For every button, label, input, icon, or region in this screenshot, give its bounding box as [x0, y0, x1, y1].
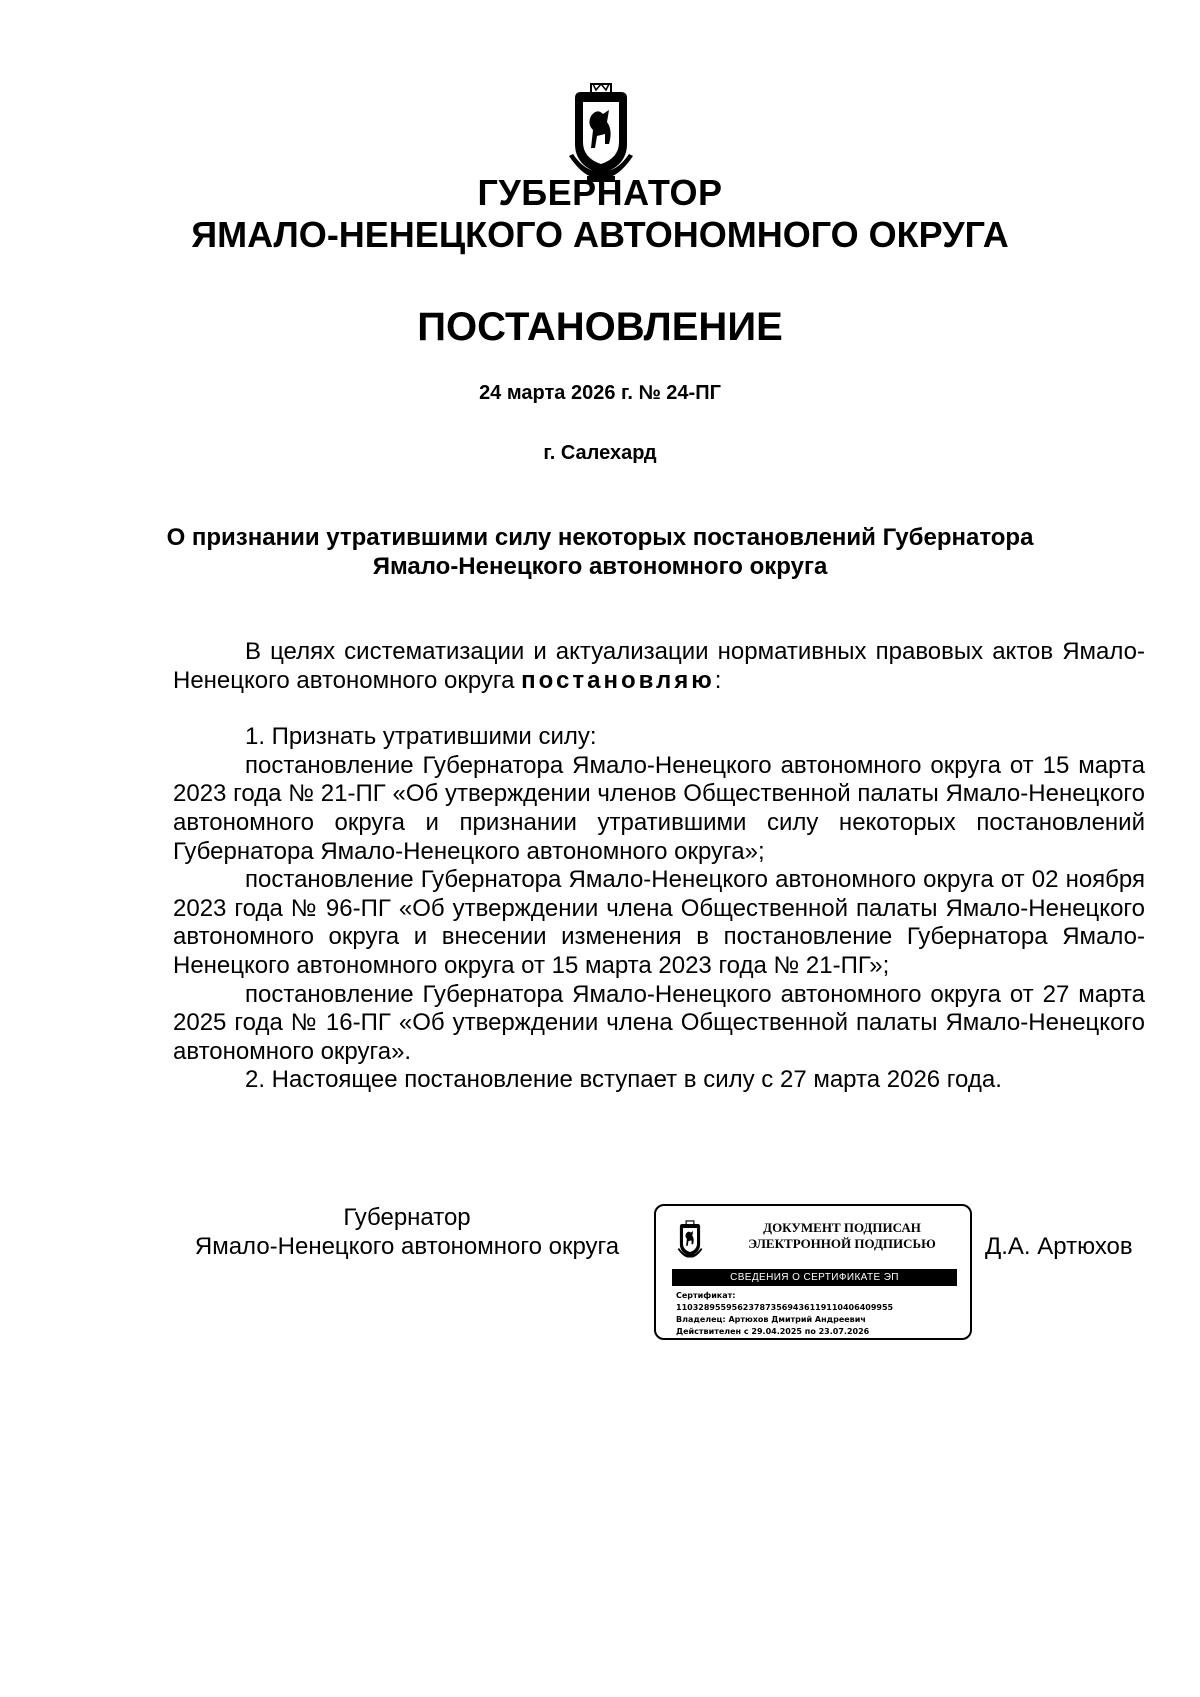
preamble-end: :: [714, 666, 722, 694]
stamp-cert-label: Сертификат:: [676, 1291, 736, 1300]
signatory-position-line1: Губернатор: [343, 1204, 471, 1231]
signatory-name: Д.А. Артюхов: [985, 1233, 1133, 1260]
authority-title-line1: ГУБЕРНАТОР: [477, 172, 723, 213]
stamp-cert-number: 110328955956237873569436119110406409955: [676, 1303, 894, 1312]
signatory-position-line2: Ямало-Ненецкого автономного округа: [194, 1233, 620, 1260]
document-city: г. Салехард: [543, 442, 657, 464]
stamp-certificate-info: [676, 1290, 966, 1338]
authority-title-line2: ЯМАЛО-НЕНЕЦКОГО АВТОНОМНОГО ОКРУГА: [191, 214, 1009, 255]
stamp-emblem-icon: [676, 1220, 704, 1260]
document-date-number: 24 марта 2026 г. № 24-ПГ: [479, 382, 721, 404]
item2-paragraph: 2. Настоящее постановление вступает в силу с 27 марта 2026 года.: [245, 1066, 1002, 1094]
item1-a-paragraph: постановление Губернатора Ямало-Ненецкого автономного округа от 15 марта 2023 года № 21-ПГ «Об утверждении членов Общественной палаты Ямало-Ненецкого автономного округа и признании утратившими силу некоторых постановлений Губернатора Ямало-Ненецкого автономного округа»;: [173, 751, 1145, 865]
item1-paragraph: 1. Признать утратившими силу:: [245, 723, 597, 751]
stamp-certificate-bar: СВЕДЕНИЯ О СЕРТИФИКАТЕ ЭП: [672, 1269, 957, 1286]
document-subject: [0, 523, 1200, 581]
preamble-paragraph: [173, 638, 1145, 695]
item1-b-paragraph: постановление Губернатора Ямало-Ненецкого автономного округа от 02 ноября 2023 года № 96-ПГ «Об утверждении члена Общественной палаты Ямало-Ненецкого автономного округа и внесении изменения в постановление Губернатора Ямало-Ненецкого автономного округа от 15 марта 2023 года № 21-ПГ»;: [173, 866, 1145, 979]
coat-of-arms-emblem-icon: [565, 82, 637, 184]
stamp-heading-line2: ЭЛЕКТРОННОЙ ПОДПИСЬЮ: [748, 1236, 936, 1251]
subject-line1: О признании утратившими силу некоторых постановлений Губернатора: [166, 524, 1034, 551]
subject-line2: Ямало-Ненецкого автономного округа: [372, 553, 828, 580]
signatory-position: [173, 1203, 641, 1261]
document-type: ПОСТАНОВЛЕНИЕ: [417, 305, 783, 349]
item1-c-paragraph: постановление Губернатора Ямало-Ненецкого автономного округа от 27 марта 2025 года № 16-ПГ «Об утверждении члена Общественной палаты Ямало-Ненецкого автономного округа».: [173, 980, 1145, 1065]
stamp-owner: Владелец: Артюхов Дмитрий Андреевич: [676, 1315, 866, 1324]
document-body: [173, 638, 1145, 1095]
stamp-validity: Действителен с 29.04.2025 по 23.07.2026: [676, 1327, 870, 1336]
electronic-signature-stamp: [654, 1204, 972, 1340]
preamble-text: В целях систематизации и актуализации нормативных правовых актов Ямало-Ненецкого автономного округа: [173, 638, 1145, 694]
stamp-heading: [722, 1220, 962, 1252]
preamble-keyword: постановляю: [521, 666, 715, 694]
stamp-heading-line1: ДОКУМЕНТ ПОДПИСАН: [763, 1220, 921, 1235]
